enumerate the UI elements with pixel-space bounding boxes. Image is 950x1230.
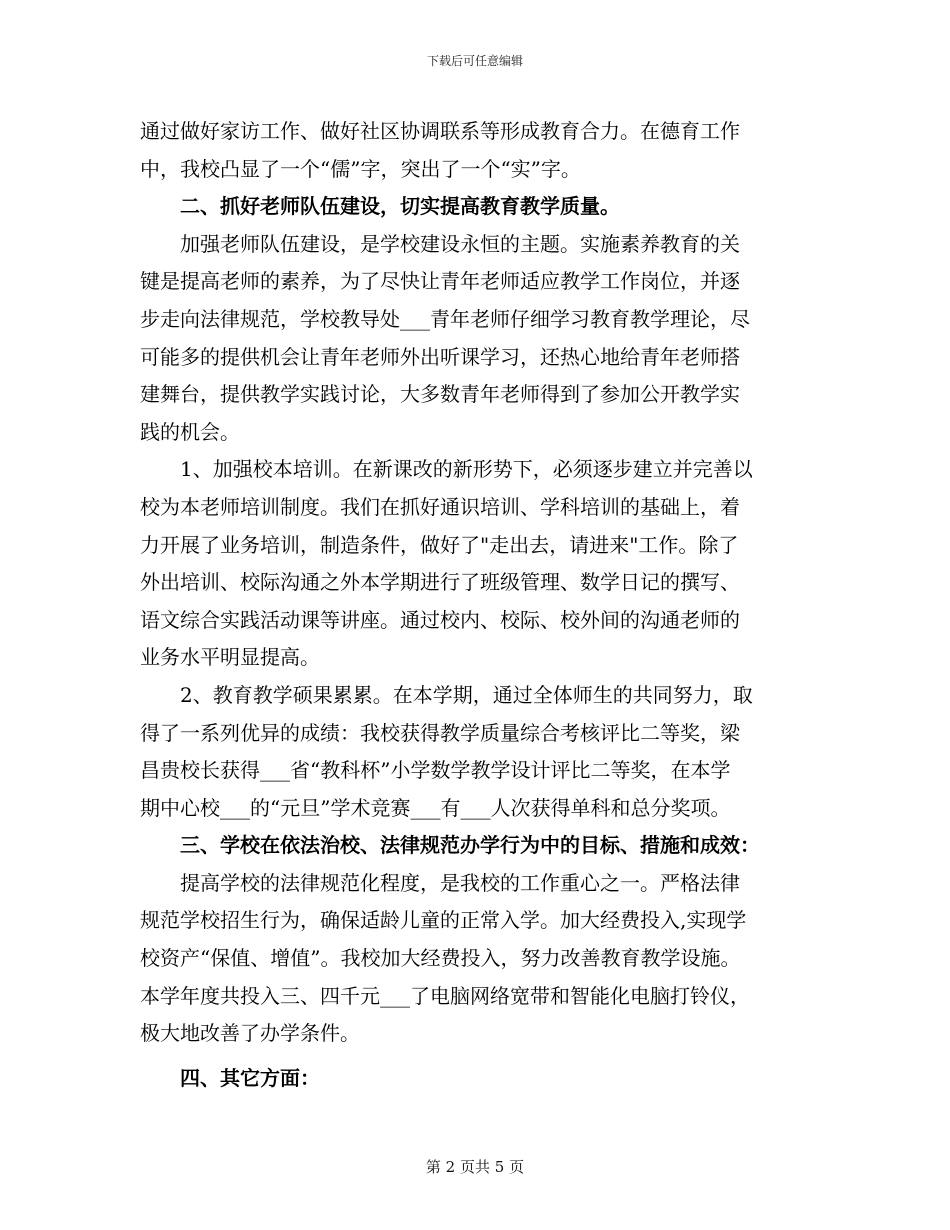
section-heading: 二、抓好老师队伍建设，切实提高教育教学质量。	[180, 194, 620, 219]
body-line: 昌贵校长获得___省“教科杯”小学数学教学设计评比二等奖，在本学	[140, 758, 731, 783]
body-line: 校为本老师培训制度。我们在抓好通识培训、学科培训的基础上，着	[140, 494, 740, 519]
body-line: 键是提高老师的素养，为了尽快让青年老师适应教学工作岗位，并逐	[140, 269, 740, 294]
body-line: 本学年度共投入三、四千元___了电脑网络宽带和智能化电脑打铃仪，	[140, 983, 750, 1008]
body-line: 1、加强校本培训。在新课改的新形势下，必须逐步建立并完善以	[180, 457, 753, 482]
body-line: 可能多的提供机会让青年老师外出听课学习，还热心地给青年老师搭	[140, 344, 740, 369]
body-line: 外出培训、校际沟通之外本学期进行了班级管理、数学日记的撰写、	[140, 570, 740, 595]
body-line: 极大地改善了办学条件。	[140, 1021, 360, 1046]
page-footer: 第 2 页共 5 页	[425, 1158, 525, 1176]
body-line: 期中心校___的“元旦”学术竞赛___有___人次获得单科和总分奖项。	[140, 795, 731, 820]
page-header: 下载后可任意编辑	[426, 54, 523, 68]
body-line: 通过做好家访工作、做好社区协调联系等形成教育合力。在德育工作	[140, 119, 740, 143]
body-line: 规范学校招生行为，确保适龄儿童的正常入学。加大经费投入,实现学	[140, 908, 747, 933]
body-line: 建舞台，提供教学实践讨论，大多数青年老师得到了参加公开教学实	[140, 382, 740, 407]
body-line: 加强老师队伍建设，是学校建设永恒的主题。实施素养教育的关	[180, 231, 740, 256]
document-body	[140, 113, 800, 1097]
section-heading: 三、学校在依法治校、法律规范办学行为中的目标、措施和成效：	[180, 833, 760, 858]
body-line: 力开展了业务培训，制造条件，做好了"走出去，请进来"工作。除了	[140, 532, 739, 557]
body-line: 践的机会。	[140, 419, 240, 444]
body-line: 语文综合实践活动课等讲座。通过校内、校际、校外间的沟通老师的	[140, 607, 740, 632]
body-line: 得了一系列优异的成绩：我校获得教学质量综合考核评比二等奖，梁	[140, 720, 740, 745]
body-line: 业务水平明显提高。	[140, 645, 320, 670]
body-line: 步走向法律规范，学校教导处___青年老师仔细学习教育教学理论，尽	[140, 306, 750, 331]
body-line: 2、教育教学硕果累累。在本学期，通过全体师生的共同努力，取	[180, 682, 753, 707]
body-line: 提高学校的法律规范化程度，是我校的工作重心之一。严格法律	[180, 870, 740, 895]
body-line: 校资产“保值、增值”。我校加大经费投入，努力改善教育教学设施。	[140, 946, 741, 971]
section-heading: 四、其它方面：	[180, 1065, 320, 1090]
body-line: 中，我校凸显了一个“儒”字，突出了一个“实”字。	[140, 156, 581, 181]
